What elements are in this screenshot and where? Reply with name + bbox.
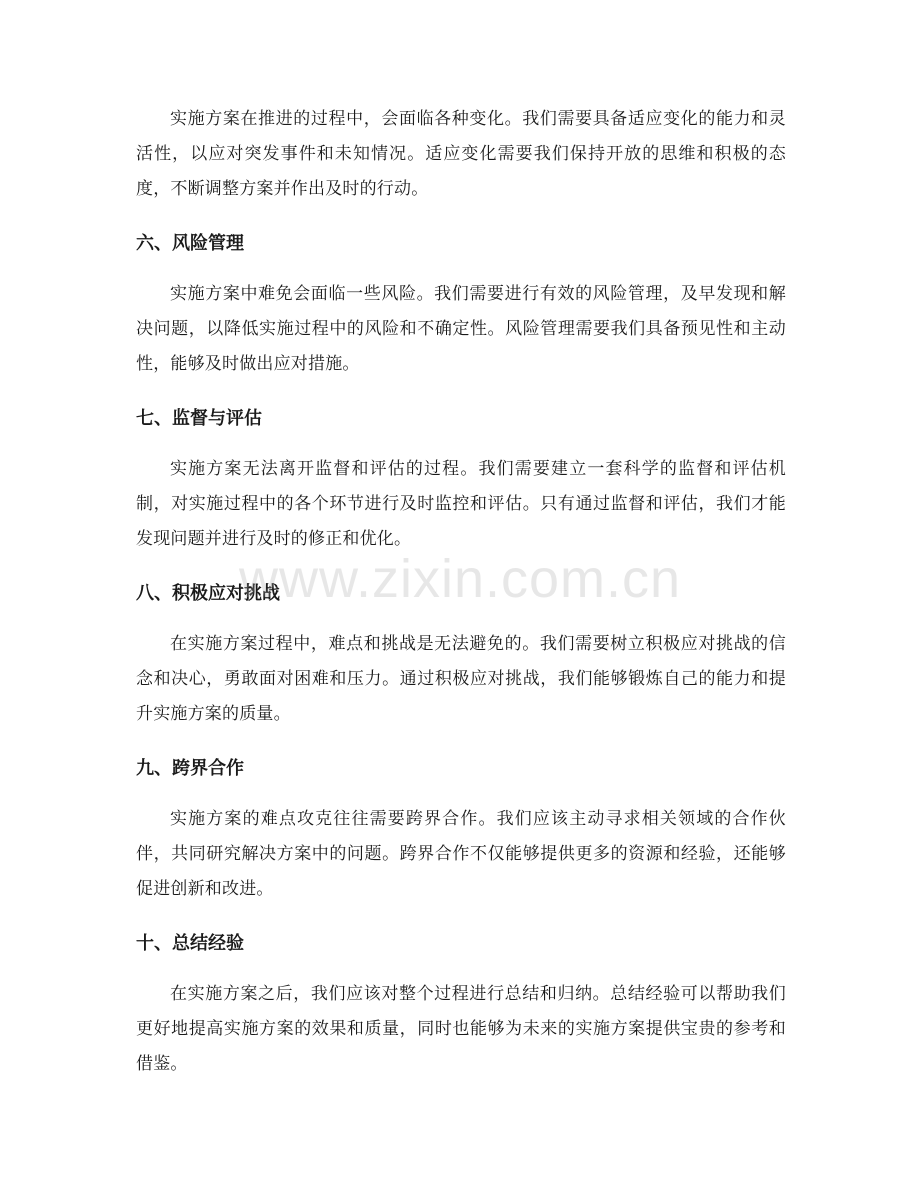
section-paragraph-meet-challenges: 在实施方案过程中，难点和挑战是无法避免的。我们需要树立积极应对挑战的信念和决心，勇敢面对困难和压力。通过积极应对挑战，我们能够锻炼自己的能力和提升实施方案的质量。 — [136, 634, 786, 724]
section-paragraph-risk-management: 实施方案中难免会面临一些风险。我们需要进行有效的风险管理，及早发现和解决问题，以降低实施过程中的风险和不确定性。风险管理需要我们具备预见性和主动性，能够及时做出应对措施。 — [136, 284, 786, 374]
section-heading-risk-management: 六、风险管理 — [136, 233, 244, 254]
section-paragraph-summarize-experience: 在实施方案之后，我们应该对整个过程进行总结和归纳。总结经验可以帮助我们更好地提高实施方案的效果和质量，同时也能够为未来的实施方案提供宝贵的参考和借鉴。 — [136, 984, 786, 1074]
section-heading-cross-border-cooperation: 九、跨界合作 — [136, 758, 244, 779]
watermark: www.zixin.com.cn — [238, 549, 682, 609]
section-paragraph-cross-border-cooperation: 实施方案的难点攻克往往需要跨界合作。我们应该主动寻求相关领域的合作伙伴，共同研究解决方案中的问题。跨界合作不仅能够提供更多的资源和经验，还能够促进创新和改进。 — [136, 809, 786, 899]
section-heading-meet-challenges: 八、积极应对挑战 — [136, 583, 280, 604]
section-heading-summarize-experience: 十、总结经验 — [136, 933, 244, 954]
section-heading-supervision-evaluation: 七、监督与评估 — [136, 408, 262, 429]
document-body — [136, 102, 786, 1082]
intro-paragraph: 实施方案在推进的过程中，会面临各种变化。我们需要具备适应变化的能力和灵活性，以应对突发事件和未知情况。适应变化需要我们保持开放的思维和积极的态度，不断调整方案并作出及时的行动。 — [136, 109, 786, 199]
section-paragraph-supervision-evaluation: 实施方案无法离开监督和评估的过程。我们需要建立一套科学的监督和评估机制，对实施过程中的各个环节进行及时监控和评估。只有通过监督和评估，我们才能发现问题并进行及时的修正和优化。 — [136, 459, 786, 549]
